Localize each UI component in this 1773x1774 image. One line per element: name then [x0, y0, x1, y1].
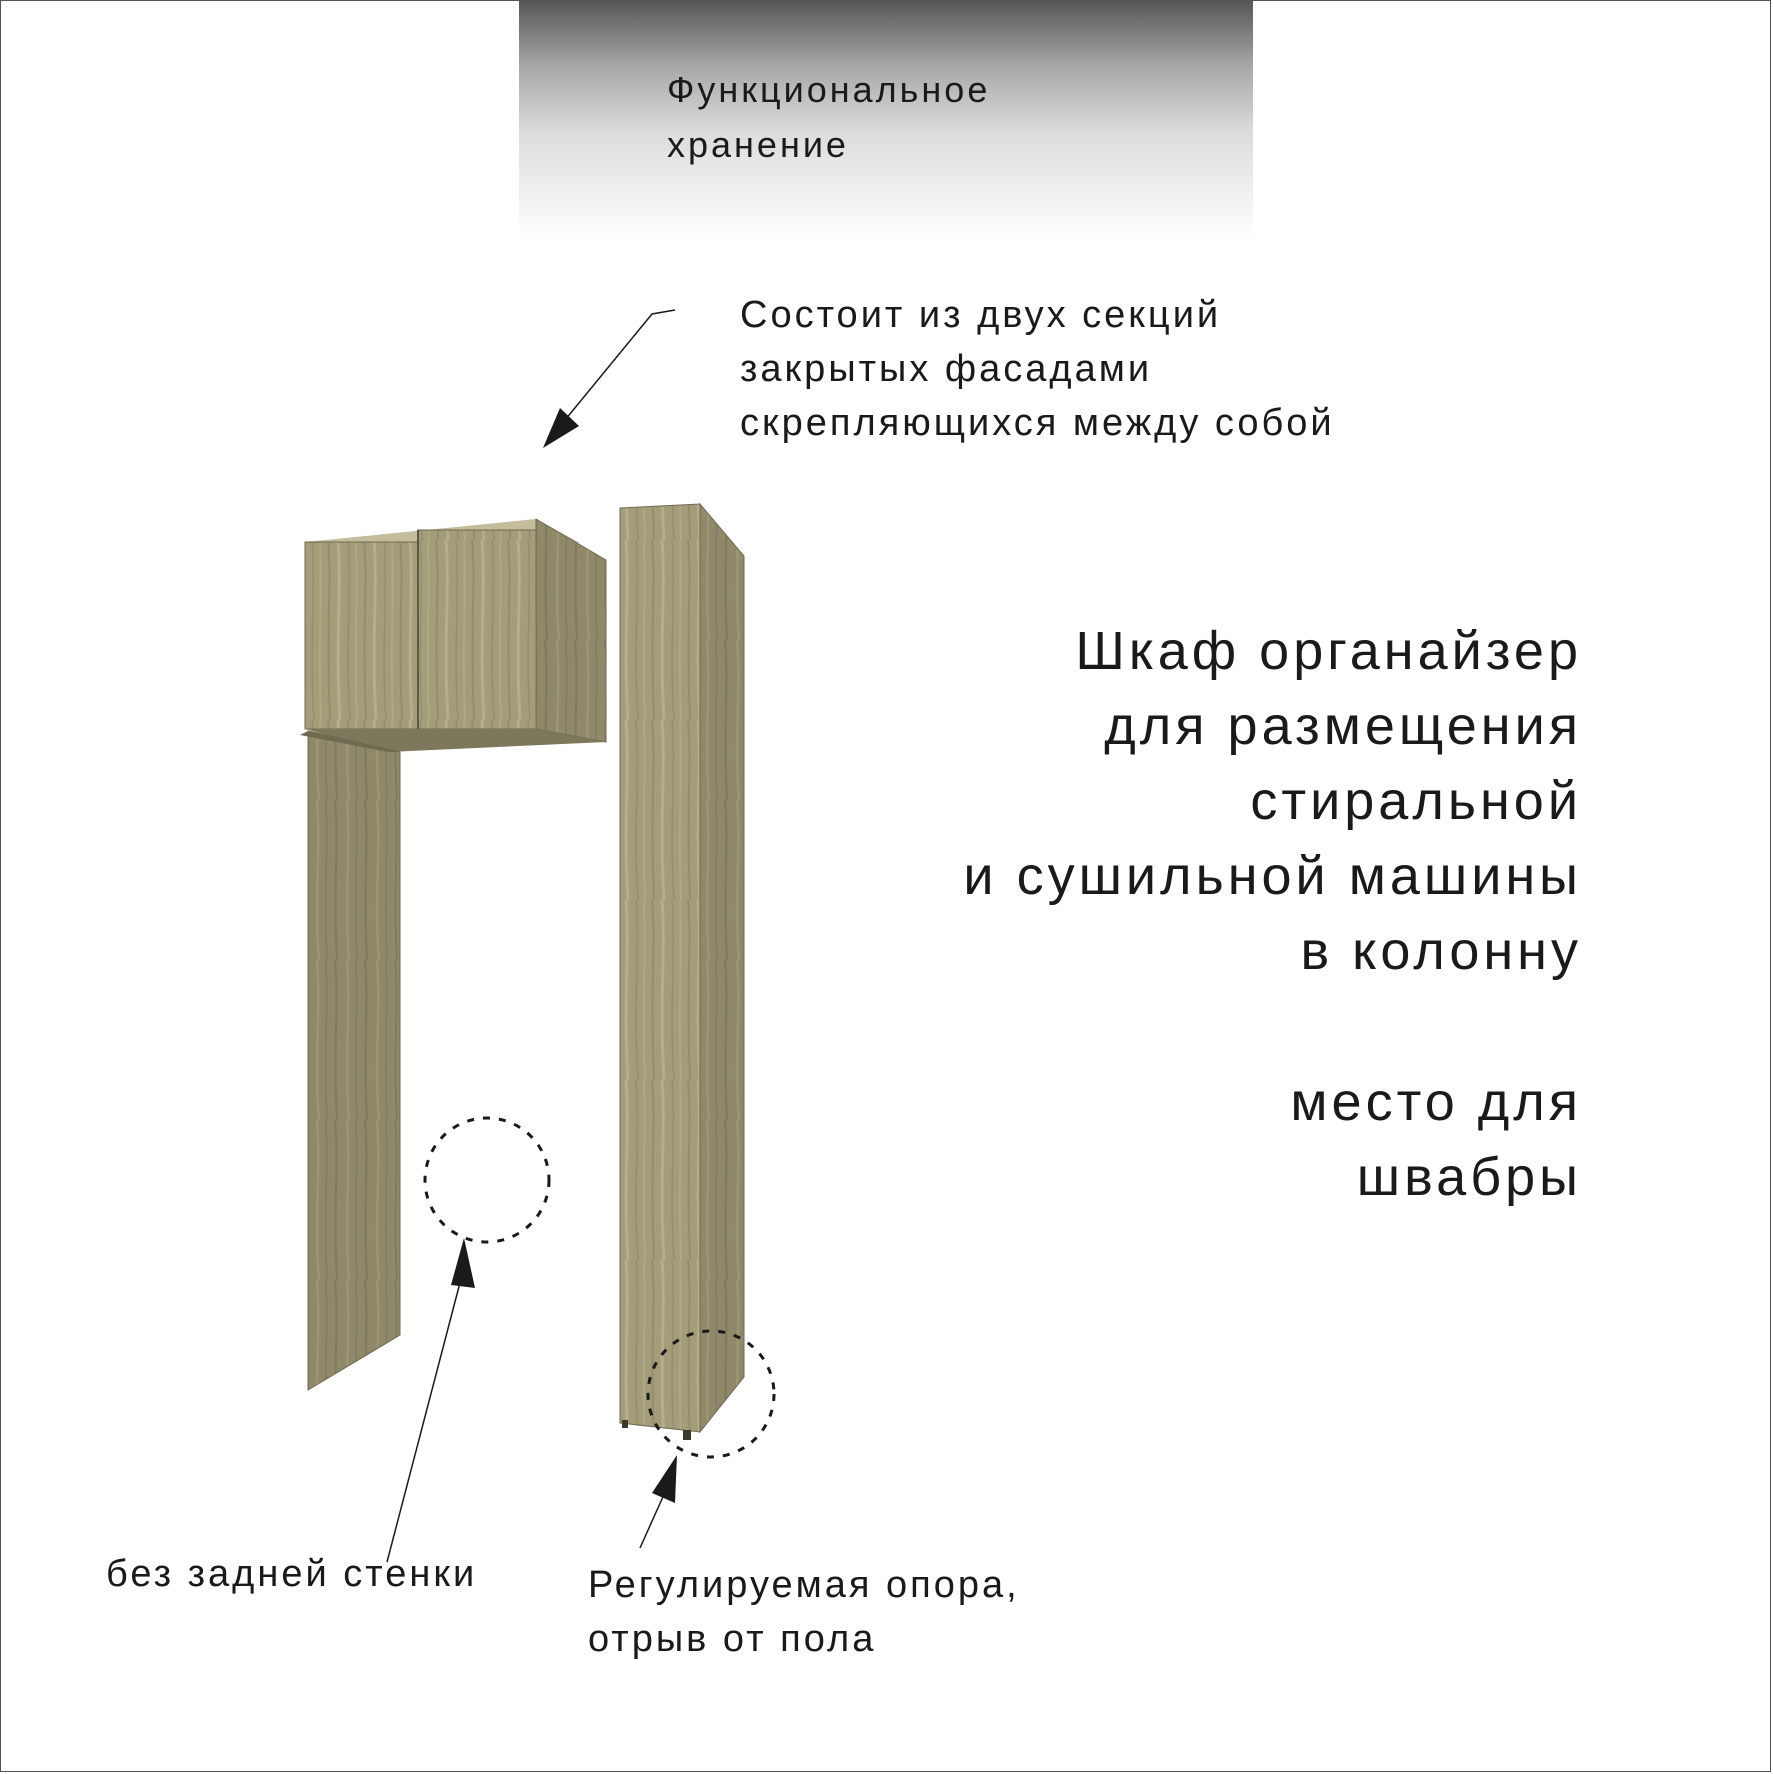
product-title: [682, 614, 1582, 989]
mop-line-2: швабры: [1356, 1147, 1582, 1207]
title-line-5: в колонну: [1300, 921, 1582, 981]
sections-line-1: Состоит из двух секций: [740, 294, 1222, 336]
sections-line-3: скрепляющихся между собой: [740, 402, 1335, 444]
arrow-adjustable-support: [640, 1455, 677, 1548]
sections-annotation: [740, 288, 1460, 450]
title-line-4: и сушильной машины: [963, 846, 1582, 906]
title-line-1: Шкаф органайзер: [1075, 621, 1582, 681]
mop-line-1: место для: [1290, 1072, 1582, 1132]
no-back-wall-label: без задней стенки: [106, 1553, 478, 1595]
adjustable-foot: [683, 1430, 691, 1440]
title-line-2: для размещения: [1104, 696, 1582, 756]
header-line-1: Функциональное: [667, 69, 991, 110]
adjustable-support-label: [588, 1558, 1020, 1666]
title-line-3: стиральной: [1250, 771, 1582, 831]
support-line-2: отрыв от пола: [588, 1618, 877, 1660]
sections-line-2: закрытых фасадами: [740, 348, 1153, 390]
cabinet-door-left: [305, 542, 418, 729]
cabinet-side-face: [536, 519, 606, 742]
top-cabinet: [305, 519, 606, 752]
cabinet-door-right: [418, 530, 536, 729]
header-line-2: хранение: [667, 124, 849, 165]
left-side-panel: [300, 731, 400, 1390]
mop-space-note: [982, 1065, 1582, 1215]
arrow-sections: [543, 310, 675, 448]
no-back-wall-marker: [425, 1118, 549, 1242]
support-line-1: Регулируемая опора,: [588, 1564, 1020, 1606]
